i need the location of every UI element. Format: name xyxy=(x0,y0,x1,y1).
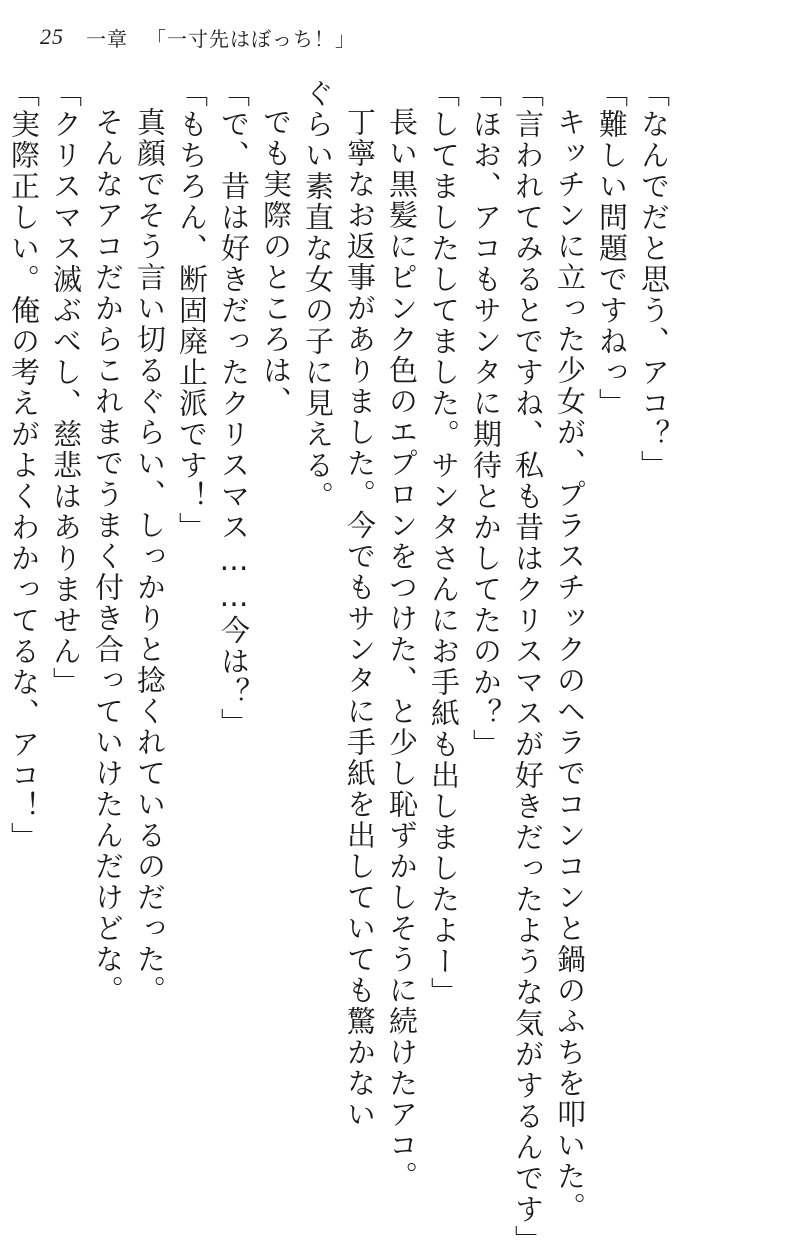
text-line: 「難しい問題ですねっ」 xyxy=(595,78,629,419)
text-line: 真顔でそう言い切るぐらい、しっかりと捻くれているのだった。 xyxy=(133,107,167,1006)
text-line: そんなアコだからこれまでうまく付き合っていけたんだけどな。 xyxy=(91,107,125,1006)
text-line: 「もちろん、断固廃止派です！」 xyxy=(175,78,209,543)
text-line: 「で、昔は好きだったクリスマス……今は？」 xyxy=(217,78,251,739)
text-line: ぐらい素直な女の子に見える。 xyxy=(301,78,335,512)
text-line: 「実際正しい。俺の考えがよくわかってるな、アコ！」 xyxy=(7,78,41,853)
text-line: 丁寧なお返事がありました。今でもサンタに手紙を出していても驚かない xyxy=(343,107,377,1130)
page-number: 25 xyxy=(40,24,64,49)
text-line: 「なんでだと思う、アコ？」 xyxy=(637,78,671,481)
text-line: 「してましたしてました。サンタさんにお手紙も出しましたよー」 xyxy=(427,78,461,1008)
text-line: キッチンに立った少女が、プラスチックのヘラでコンコンと鍋のふちを叩いた。 xyxy=(553,107,587,1223)
running-header xyxy=(40,22,356,52)
vertical-text-body xyxy=(0,78,675,1256)
text-line: 「ほお、アコもサンタに期待とかしてたのか？」 xyxy=(469,78,503,760)
text-line: 「言われてみるとですね、私も昔はクリスマスが好きだったような気がするんです」 xyxy=(511,78,545,1256)
text-line: でも実際のところは、 xyxy=(259,107,293,417)
chapter-label: 一章 xyxy=(86,26,128,51)
text-line: 長い黒髪にピンク色のエプロンをつけた、と少し恥ずかしそうに続けたアコ。 xyxy=(385,107,419,1192)
chapter-title: 「一寸先はぼっち！」 xyxy=(146,26,356,51)
text-line: 「クリスマス滅ぶべし、慈悲はありません」 xyxy=(49,78,83,698)
